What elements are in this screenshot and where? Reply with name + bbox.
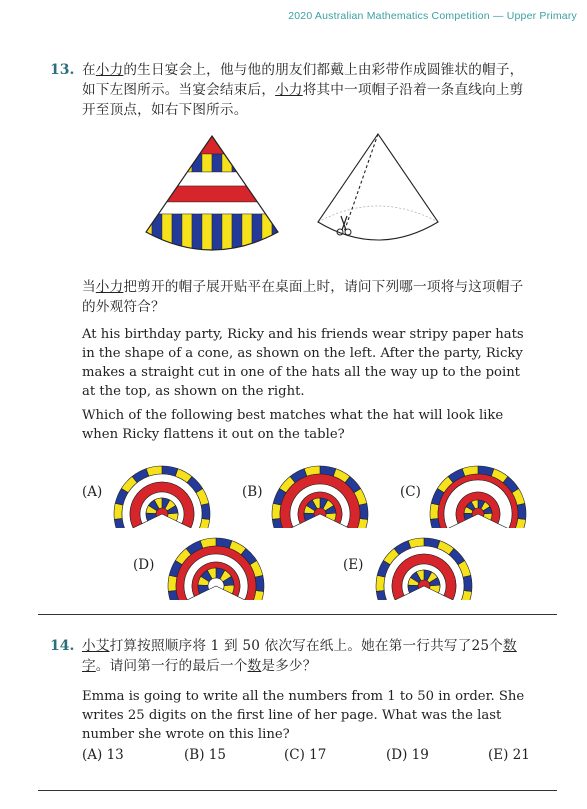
option-d-flattened-hat[interactable] <box>166 530 266 600</box>
question-13-chinese-question: 当小力把剪开的帽子展开贴平在桌面上时，请问下列哪一项将与这项帽子的外观符合？ <box>82 279 524 315</box>
q14-option-d[interactable]: (D) 19 <box>386 747 429 763</box>
question-13-english-question: Which of the following best matches what the hat will look like when Ricky flattens it out on the table? <box>82 408 504 442</box>
question-13-chinese-intro: 在小力的生日宴会上，他与他的朋友们都戴上由彩带作成圆锥状的帽子，如下左图所示。当宴会结束后，小力将其中一项帽子沿着一条直线向上剪开至顶点，如右下图所示。 <box>82 62 524 118</box>
option-a-flattened-hat[interactable] <box>112 458 212 528</box>
striped-cone-hat-illustration <box>142 132 282 260</box>
question-14-chinese: 小艾打算按照顺序将 1 到 50 依次写在纸上。她在第一行共写了25个数字。请问第一行的最后一个数是多少？ <box>82 638 517 674</box>
question-13-number: 13. <box>50 62 75 78</box>
option-c-flattened-hat[interactable] <box>428 458 528 528</box>
question-14-english: Emma is going to write all the numbers from 1 to 50 in order. She writes 25 digits on the first line of her page. What was the last number she wrote on this line? <box>82 689 525 742</box>
option-b-flattened-hat[interactable] <box>270 458 370 528</box>
q14-option-c[interactable]: (C) 17 <box>284 747 327 763</box>
q14-option-e[interactable]: (E) 21 <box>488 747 530 763</box>
option-c-label[interactable]: (C) <box>400 484 421 500</box>
section-divider <box>38 614 557 615</box>
question-13-english-intro: At his birthday party, Ricky and his friends wear stripy paper hats in the shape of a cone, as shown on the left. After the party, Ricky makes a straight cut in one of the hats all the way up to the point at the top, as shown on the right. <box>82 327 524 399</box>
cut-cone-illustration <box>316 130 444 250</box>
option-a-label[interactable]: (A) <box>82 484 103 500</box>
bottom-divider <box>38 790 557 791</box>
option-d-label[interactable]: (D) <box>133 557 155 573</box>
option-b-label[interactable]: (B) <box>242 484 263 500</box>
q14-option-b[interactable]: (B) 15 <box>184 747 226 763</box>
option-e-flattened-hat[interactable] <box>374 530 474 600</box>
q14-option-a[interactable]: (A) 13 <box>82 747 124 763</box>
page-header: 2020 Australian Mathematics Competition — Upper Primary <box>288 10 577 22</box>
question-14-number: 14. <box>50 638 75 654</box>
option-e-label[interactable]: (E) <box>343 557 364 573</box>
